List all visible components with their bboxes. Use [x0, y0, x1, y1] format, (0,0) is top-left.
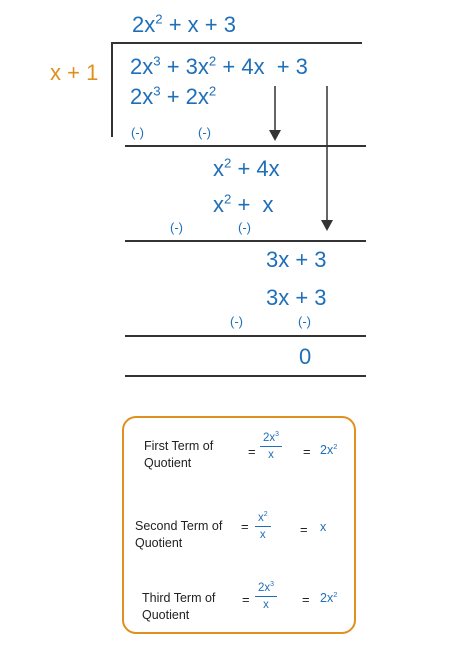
first-term-result-base: 2x — [320, 443, 334, 457]
first-term-result — [320, 443, 337, 457]
separator-1 — [125, 145, 366, 147]
first-term-numerator — [260, 432, 282, 447]
step1-term-1-exp: 3 — [153, 83, 161, 99]
first-term-num-base: 2x — [263, 432, 276, 444]
first-term-label-line-2: Quotient — [144, 455, 192, 470]
second-term-fraction — [255, 512, 271, 541]
quotient-term-1 — [132, 12, 163, 37]
explanation-box — [122, 416, 356, 634]
final-remainder: 0 — [299, 344, 312, 369]
step1-subtrahend — [130, 83, 217, 109]
step2-sub-term-1-exp: 2 — [224, 191, 232, 207]
dividend-term-4: + 3 — [276, 54, 308, 79]
division-bracket-side — [111, 42, 113, 137]
third-term-label-line-1: Third Term of — [142, 591, 216, 605]
third-term-label-line-2: Quotient — [142, 607, 190, 622]
quotient-rest: + x + 3 — [168, 12, 236, 37]
third-term-eq-2: = — [302, 592, 310, 607]
third-term-num-exp: 3 — [270, 581, 274, 589]
step2-rem-term-2: + 4x — [237, 156, 280, 181]
dividend-term-1-base: 2x — [130, 54, 154, 79]
third-term-num-base: 2x — [258, 582, 271, 594]
division-bracket-top — [112, 42, 362, 44]
divisor: x + 1 — [50, 60, 99, 85]
third-term-result-base: 2x — [320, 591, 334, 605]
first-term-result-exp: 2 — [333, 441, 338, 451]
step3-sign-2: (-) — [298, 314, 311, 329]
step1-sign-1: (-) — [131, 125, 144, 140]
dividend-term-2-base: + 3x — [166, 54, 209, 79]
third-term-denominator: x — [263, 599, 269, 611]
step3-remainder: 3x + 3 — [266, 247, 327, 272]
first-term-denominator: x — [268, 449, 274, 461]
step1-term-2-exp: 2 — [208, 83, 217, 99]
step2-rem-term-1-base: x — [213, 156, 224, 181]
step2-sub-term-1-base: x — [213, 192, 224, 217]
second-term-numerator — [255, 512, 271, 527]
first-term-eq-1: = — [248, 444, 256, 459]
step1-term-1-base: 2x — [130, 84, 154, 109]
dividend-term-2-exp: 2 — [208, 53, 217, 69]
step2-sign-1: (-) — [170, 220, 183, 235]
first-term-label — [144, 438, 213, 472]
separator-3 — [125, 335, 366, 337]
second-term-eq-2: = — [300, 522, 308, 537]
step3-subtrahend: 3x + 3 — [266, 285, 327, 310]
separator-4 — [125, 375, 366, 377]
step2-rem-term-1-exp: 2 — [224, 155, 232, 171]
third-term-eq-1: = — [242, 592, 250, 607]
first-term-fraction — [260, 432, 282, 461]
dividend-term-1-exp: 3 — [153, 53, 161, 69]
dividend-term-1 — [130, 54, 161, 79]
step2-sub-term-2: + x — [237, 192, 274, 217]
bring-down-arrow-1 — [268, 86, 282, 142]
second-term-label — [135, 518, 222, 552]
separator-2 — [125, 240, 366, 242]
step1-sign-2: (-) — [198, 125, 211, 140]
step1-term-2-base: + 2x — [166, 84, 209, 109]
third-term-numerator — [255, 582, 277, 597]
quotient — [132, 11, 236, 37]
dividend-term-3: + 4x — [222, 54, 265, 79]
dividend — [130, 53, 308, 79]
dividend-term-2 — [167, 54, 217, 79]
second-term-label-line-1: Second Term of — [135, 519, 223, 533]
quotient-term-1-exp: 2 — [155, 11, 163, 27]
third-term-fraction — [255, 582, 277, 611]
step2-sign-2: (-) — [238, 220, 251, 235]
bring-down-arrow-2 — [320, 86, 334, 232]
step2-subtrahend — [213, 191, 274, 217]
second-term-num-exp: 2 — [263, 511, 268, 519]
second-term-result — [320, 520, 326, 534]
first-term-label-line-1: First Term of — [144, 439, 214, 453]
third-term-label — [142, 590, 215, 624]
third-term-result-exp: 2 — [333, 589, 338, 599]
step3-sign-1: (-) — [230, 314, 243, 329]
first-term-num-exp: 3 — [275, 431, 279, 439]
quotient-term-1-base: 2x — [132, 12, 156, 37]
third-term-result — [320, 591, 337, 605]
second-term-label-line-2: Quotient — [135, 535, 183, 550]
second-term-num-base: x — [258, 512, 264, 524]
second-term-eq-1: = — [241, 519, 249, 534]
second-term-denominator: x — [259, 529, 266, 541]
first-term-eq-2: = — [303, 444, 311, 459]
second-term-result-base: x — [320, 520, 327, 534]
step2-remainder — [213, 155, 280, 181]
